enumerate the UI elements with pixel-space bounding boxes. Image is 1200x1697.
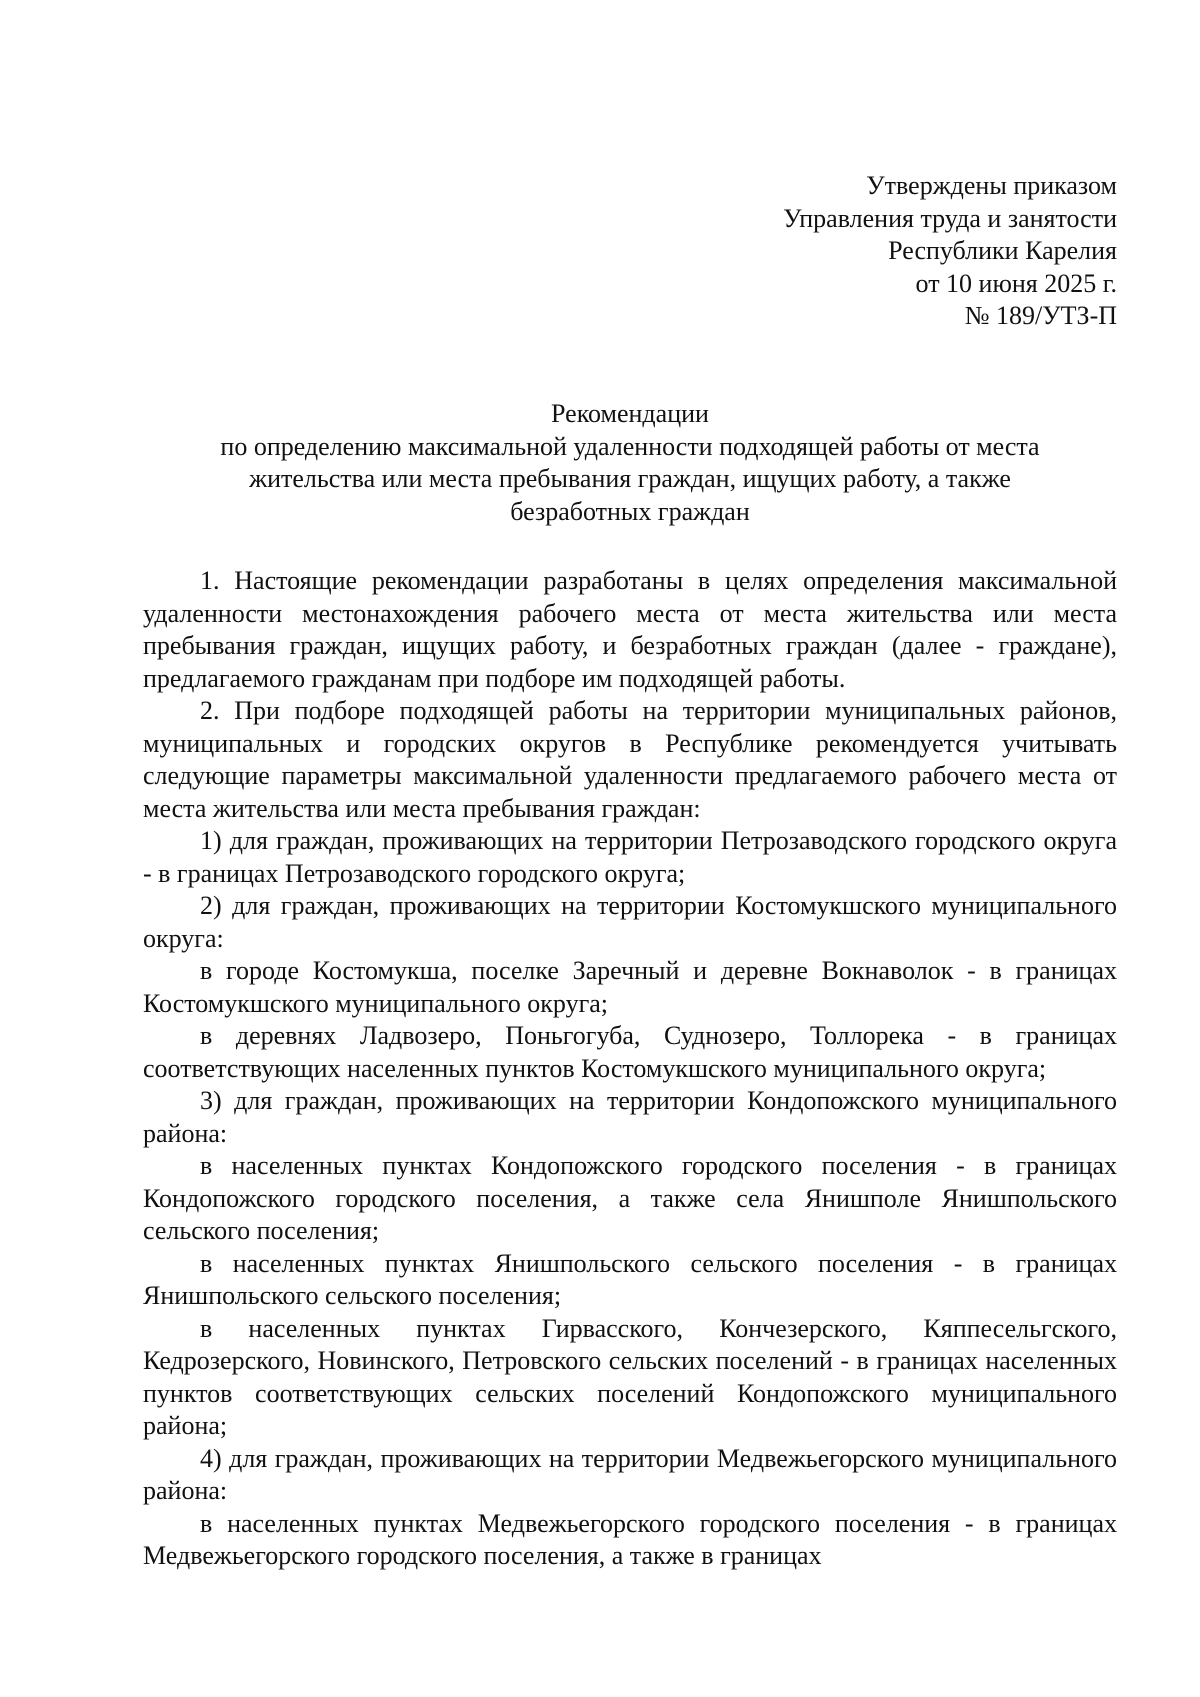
paragraph-7: 3) для граждан, проживающих на территории Кондопожского муниципального района: [143,1086,1117,1148]
paragraph-12: в населенных пунктах Медвежьегорского городского поселения - в границах Медвежьегорского городского поселения, а также в границах [143,1508,1117,1570]
paragraph-9: в населенных пунктах Янишпольского сельского поселения - в границах Янишпольского сельского поселения; [143,1248,1117,1310]
approval-line-3: Республики Карелия [888,236,1117,265]
approval-number: № 189/УТЗ-П [964,301,1117,330]
paragraph-10: в населенных пунктах Гирвасского, Кончезерского, Кяппесельгского, Кедрозерского, Новинского, Петровского сельских поселений - в границах населенных пунктов соответствующих сельских поселений Кондопожского муниципального района; [143,1313,1117,1440]
approval-stamp-block [597,170,1117,333]
approval-line-1: Утверждены приказом [866,171,1117,200]
title-line-3: жительства или места пребывания граждан, ищущих работу, а также [249,464,1011,493]
title-line-2: по определению максимальной удаленности подходящей работы от места [220,431,1040,461]
paragraph-11: 4) для граждан, проживающих на территории Медвежьегорского муниципального района: [143,1443,1117,1505]
paragraph-8: в населенных пунктах Кондопожского городского поселения - в границах Кондопожского городского поселения, а также села Янишполе Янишпольского сельского поселения; [143,1151,1117,1245]
paragraph-1: 1. Настоящие рекомендации разработаны в целях определения максимальной удаленности местонахождения рабочего места от места жительства или места пребывания граждан, ищущих работу, и безработных граждан (далее - граждане), предлагаемого гражданам при подборе им подходящей работы. [143,566,1117,693]
paragraph-2: 2. При подборе подходящей работы на территории муниципальных районов, муниципальных и городских округов в Республике рекомендуется учитывать следующие параметры максимальной удаленности предлагаемого рабочего места от места жительства или места пребывания граждан: [143,696,1117,823]
title-line-4: безработных граждан [510,496,750,526]
paragraph-5: в городе Костомукша, поселке Заречный и деревне Вокнаволок - в границах Костомукшского муниципального округа; [143,956,1117,1018]
paragraph-4: 2) для граждан, проживающих на территории Костомукшского муниципального округа: [143,891,1117,953]
title-line-1: Рекомендации [551,399,709,428]
paragraph-6: в деревнях Ладвозеро, Поньгогуба, Суднозеро, Толлорека - в границах соответствующих населенных пунктов Костомукшского муниципального округа; [143,1021,1117,1083]
approval-line-2: Управления труда и занятости [783,203,1117,233]
approval-date: от 10 июня 2025 г. [915,268,1117,298]
paragraph-3: 1) для граждан, проживающих на территории Петрозаводского городского округа - в границах Петрозаводского городского округа; [143,826,1117,888]
document-body [143,565,1117,1573]
document-title [143,398,1117,528]
